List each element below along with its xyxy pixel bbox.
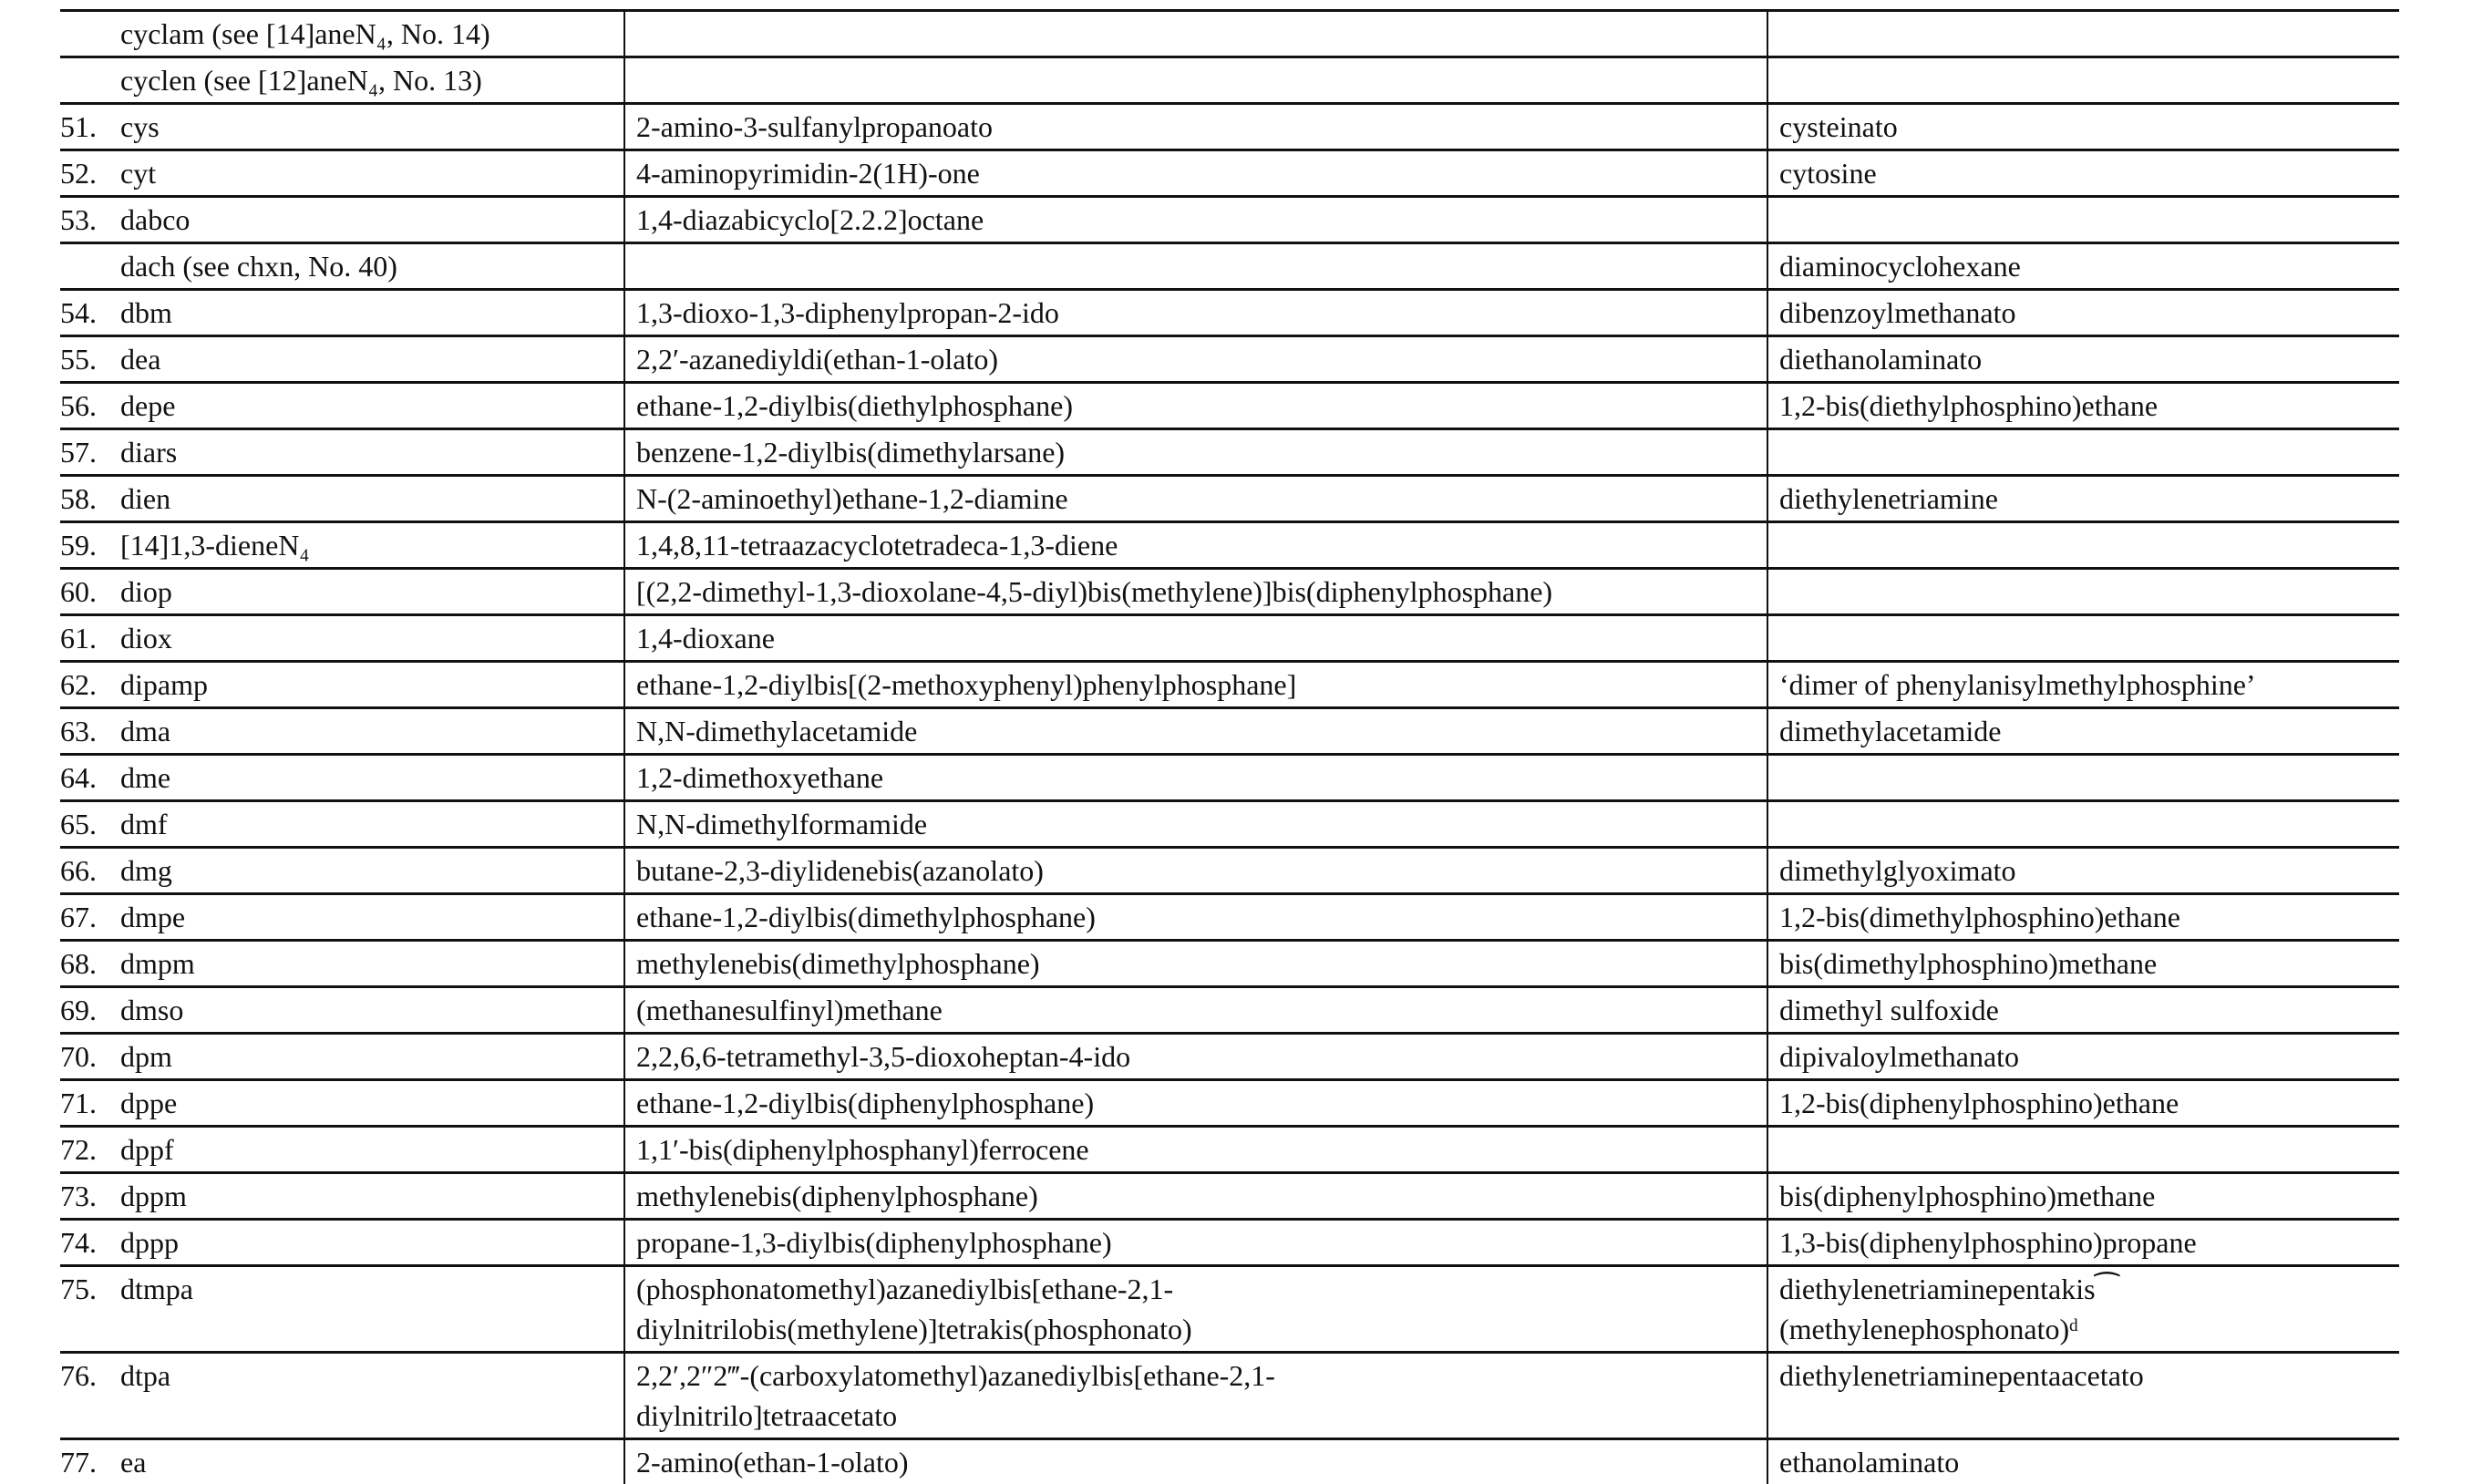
entry-number: 72. bbox=[60, 1129, 120, 1170]
traditional-name-cell bbox=[1767, 848, 2399, 894]
traditional-name-cell bbox=[1767, 57, 2399, 104]
systematic-name: benzene-1,2-diylbis(dimethylarsane) bbox=[636, 432, 1767, 472]
table-row bbox=[60, 150, 2399, 197]
systematic-name: 2,2′-azanediyldi(ethan-1-olato) bbox=[636, 339, 1767, 379]
abbreviation: dppm bbox=[120, 1180, 187, 1212]
abbreviation-cell bbox=[60, 1127, 624, 1173]
abbreviation-cell bbox=[60, 150, 624, 197]
traditional-name-cell bbox=[1767, 1353, 2399, 1439]
traditional-name: ‘dimer of phenylanisylmethylphosphine’ bbox=[1779, 665, 2399, 705]
abbreviation-cell bbox=[60, 290, 624, 336]
systematic-name: ethane-1,2-diylbis(dimethylphosphane) bbox=[636, 897, 1767, 937]
systematic-name-cell bbox=[624, 1266, 1767, 1353]
systematic-name: N,N-dimethylacetamide bbox=[636, 711, 1767, 751]
abbreviation: [14]1,3-dieneN₄ bbox=[120, 529, 310, 562]
systematic-name: methylenebis(dimethylphosphane) bbox=[636, 943, 1767, 984]
abbreviation-cell bbox=[60, 569, 624, 615]
abbreviation-cell bbox=[60, 104, 624, 150]
table-row bbox=[60, 197, 2399, 243]
abbreviation: dea bbox=[120, 343, 160, 376]
table-row bbox=[60, 1127, 2399, 1173]
systematic-name: diylnitrilo]tetraacetato bbox=[636, 1396, 1767, 1436]
entry-number: 60. bbox=[60, 572, 120, 612]
ligand-abbreviations-table bbox=[60, 9, 2399, 1484]
table-row bbox=[60, 1266, 2399, 1353]
traditional-name-cell bbox=[1767, 429, 2399, 476]
systematic-name-cell bbox=[624, 1220, 1767, 1266]
systematic-name-cell bbox=[624, 1127, 1767, 1173]
abbreviation-cell bbox=[60, 1439, 624, 1484]
traditional-name-cell bbox=[1767, 1080, 2399, 1127]
abbreviation: dmpe bbox=[120, 901, 185, 933]
table-row bbox=[60, 57, 2399, 104]
table-row bbox=[60, 987, 2399, 1034]
entry-number: 64. bbox=[60, 757, 120, 798]
entry-number: 58. bbox=[60, 479, 120, 519]
systematic-name: 2-amino(ethan-1-olato) bbox=[636, 1442, 1767, 1482]
entry-number: 54. bbox=[60, 293, 120, 333]
systematic-name: 4-aminopyrimidin-2(1H)-one bbox=[636, 153, 1767, 193]
systematic-name-cell bbox=[624, 755, 1767, 801]
systematic-name: butane-2,3-diylidenebis(azanolato) bbox=[636, 850, 1767, 891]
abbreviation-cell bbox=[60, 894, 624, 941]
systematic-name-cell bbox=[624, 429, 1767, 476]
abbreviation: depe bbox=[120, 389, 175, 422]
abbreviation-cell bbox=[60, 1353, 624, 1439]
traditional-name: diethanolaminato bbox=[1779, 339, 2399, 379]
systematic-name-cell bbox=[624, 476, 1767, 522]
abbreviation-cell bbox=[60, 11, 624, 57]
table-row bbox=[60, 708, 2399, 755]
abbreviation: diox bbox=[120, 622, 172, 654]
traditional-name-cell bbox=[1767, 1220, 2399, 1266]
table-body bbox=[60, 11, 2399, 1484]
traditional-name-cell bbox=[1767, 11, 2399, 57]
traditional-name-cell bbox=[1767, 1173, 2399, 1220]
systematic-name-cell bbox=[624, 1353, 1767, 1439]
entry-number: 70. bbox=[60, 1036, 120, 1077]
abbreviation-cell bbox=[60, 987, 624, 1034]
systematic-name: ethane-1,2-diylbis(diethylphosphane) bbox=[636, 386, 1767, 426]
abbreviation: dmso bbox=[120, 994, 183, 1026]
traditional-name: diaminocyclohexane bbox=[1779, 246, 2399, 286]
abbreviation-cell bbox=[60, 755, 624, 801]
systematic-name-cell bbox=[624, 662, 1767, 708]
systematic-name-cell bbox=[624, 104, 1767, 150]
abbreviation: dme bbox=[120, 761, 170, 794]
systematic-name-cell bbox=[624, 1080, 1767, 1127]
systematic-name: (phosphonatomethyl)azanediylbis[ethane-2,1- bbox=[636, 1269, 1767, 1309]
traditional-name-cell bbox=[1767, 987, 2399, 1034]
abbreviation: dpm bbox=[120, 1040, 172, 1073]
traditional-name-cell bbox=[1767, 708, 2399, 755]
abbreviation: dtpa bbox=[120, 1359, 170, 1392]
abbreviation: cyclam (see [14]aneN₄, No. 14) bbox=[120, 17, 490, 50]
systematic-name: 1,2-dimethoxyethane bbox=[636, 757, 1767, 798]
table-row bbox=[60, 848, 2399, 894]
traditional-name: dimethylglyoximato bbox=[1779, 850, 2399, 891]
entry-number: 57. bbox=[60, 432, 120, 472]
abbreviation-cell bbox=[60, 1080, 624, 1127]
abbreviation-cell bbox=[60, 1220, 624, 1266]
traditional-name-cell bbox=[1767, 894, 2399, 941]
systematic-name-cell bbox=[624, 11, 1767, 57]
table-row bbox=[60, 1080, 2399, 1127]
abbreviation-cell bbox=[60, 336, 624, 383]
systematic-name-cell bbox=[624, 894, 1767, 941]
abbreviation: dppe bbox=[120, 1087, 177, 1119]
entry-number: 75. bbox=[60, 1269, 120, 1309]
systematic-name-cell bbox=[624, 383, 1767, 429]
traditional-name-cell bbox=[1767, 150, 2399, 197]
systematic-name-cell bbox=[624, 290, 1767, 336]
systematic-name: (methanesulfinyl)methane bbox=[636, 990, 1767, 1030]
traditional-name: dimethylacetamide bbox=[1779, 711, 2399, 751]
systematic-name: 2-amino-3-sulfanylpropanoato bbox=[636, 107, 1767, 147]
systematic-name-cell bbox=[624, 801, 1767, 848]
table-row bbox=[60, 104, 2399, 150]
entry-number: 67. bbox=[60, 897, 120, 937]
traditional-name: (methylenephosphonato)ᵈ bbox=[1779, 1309, 2399, 1349]
traditional-name-cell bbox=[1767, 569, 2399, 615]
abbreviation: dabco bbox=[120, 203, 190, 236]
abbreviation: dppf bbox=[120, 1133, 174, 1166]
traditional-name-cell bbox=[1767, 104, 2399, 150]
traditional-name: dibenzoylmethanato bbox=[1779, 293, 2399, 333]
traditional-name: 1,2-bis(diethylphosphino)ethane bbox=[1779, 386, 2399, 426]
systematic-name: diylnitrilobis(methylene)]tetrakis(phosphonato) bbox=[636, 1309, 1767, 1349]
table-row bbox=[60, 243, 2399, 290]
table-row bbox=[60, 662, 2399, 708]
abbreviation-cell bbox=[60, 57, 624, 104]
abbreviation: cyclen (see [12]aneN₄, No. 13) bbox=[120, 64, 482, 97]
traditional-name: bis(diphenylphosphino)methane bbox=[1779, 1176, 2399, 1216]
traditional-name-cell bbox=[1767, 1439, 2399, 1484]
entry-number: 52. bbox=[60, 153, 120, 193]
table-row bbox=[60, 429, 2399, 476]
systematic-name: ethane-1,2-diylbis(diphenylphosphane) bbox=[636, 1083, 1767, 1123]
systematic-name-cell bbox=[624, 941, 1767, 987]
systematic-name-cell bbox=[624, 150, 1767, 197]
traditional-name-cell bbox=[1767, 197, 2399, 243]
abbreviation: cys bbox=[120, 110, 160, 143]
systematic-name: 2,2′,2″2‴-(carboxylatomethyl)azanediylbis[ethane-2,1- bbox=[636, 1355, 1767, 1396]
traditional-name-cell bbox=[1767, 941, 2399, 987]
traditional-name: bis(dimethylphosphino)methane bbox=[1779, 943, 2399, 984]
systematic-name-cell bbox=[624, 197, 1767, 243]
entry-number: 69. bbox=[60, 990, 120, 1030]
entry-number: 51. bbox=[60, 107, 120, 147]
traditional-name-cell bbox=[1767, 615, 2399, 662]
abbreviation: dach (see chxn, No. 40) bbox=[120, 250, 397, 283]
abbreviation: diars bbox=[120, 436, 177, 469]
traditional-name: diethylenetriaminepentakis⁀ bbox=[1779, 1269, 2399, 1309]
traditional-name-cell bbox=[1767, 662, 2399, 708]
systematic-name-cell bbox=[624, 57, 1767, 104]
abbreviation-cell bbox=[60, 941, 624, 987]
traditional-name: 1,2-bis(dimethylphosphino)ethane bbox=[1779, 897, 2399, 937]
abbreviation-cell bbox=[60, 801, 624, 848]
traditional-name-cell bbox=[1767, 1127, 2399, 1173]
abbreviation-cell bbox=[60, 522, 624, 569]
abbreviation: dien bbox=[120, 482, 170, 515]
table-row bbox=[60, 894, 2399, 941]
entry-number: 59. bbox=[60, 525, 120, 565]
traditional-name: 1,3-bis(diphenylphosphino)propane bbox=[1779, 1222, 2399, 1262]
traditional-name: 1,2-bis(diphenylphosphino)ethane bbox=[1779, 1083, 2399, 1123]
table-row bbox=[60, 290, 2399, 336]
traditional-name-cell bbox=[1767, 522, 2399, 569]
systematic-name-cell bbox=[624, 1439, 1767, 1484]
entry-number: 53. bbox=[60, 200, 120, 240]
traditional-name-cell bbox=[1767, 476, 2399, 522]
abbreviation: dmf bbox=[120, 808, 168, 840]
systematic-name: 1,1′-bis(diphenylphosphanyl)ferrocene bbox=[636, 1129, 1767, 1170]
abbreviation: dmpm bbox=[120, 947, 195, 980]
abbreviation: dppp bbox=[120, 1226, 179, 1259]
abbreviation-cell bbox=[60, 1034, 624, 1080]
table-row bbox=[60, 755, 2399, 801]
entry-number: 76. bbox=[60, 1355, 120, 1396]
traditional-name: ethanolaminato bbox=[1779, 1442, 2399, 1482]
table-row bbox=[60, 801, 2399, 848]
table-row bbox=[60, 383, 2399, 429]
systematic-name-cell bbox=[624, 1173, 1767, 1220]
systematic-name: [(2,2-dimethyl-1,3-dioxolane-4,5-diyl)bis(methylene)]bis(diphenylphosphane) bbox=[636, 572, 1767, 612]
entry-number: 66. bbox=[60, 850, 120, 891]
traditional-name: diethylenetriamine bbox=[1779, 479, 2399, 519]
abbreviation-cell bbox=[60, 429, 624, 476]
traditional-name: dimethyl sulfoxide bbox=[1779, 990, 2399, 1030]
systematic-name-cell bbox=[624, 848, 1767, 894]
traditional-name-cell bbox=[1767, 1266, 2399, 1353]
table-row bbox=[60, 522, 2399, 569]
table-row bbox=[60, 1220, 2399, 1266]
table-row bbox=[60, 615, 2399, 662]
table-row bbox=[60, 11, 2399, 57]
entry-number: 56. bbox=[60, 386, 120, 426]
abbreviation: dbm bbox=[120, 296, 172, 329]
systematic-name-cell bbox=[624, 987, 1767, 1034]
traditional-name-cell bbox=[1767, 336, 2399, 383]
systematic-name-cell bbox=[624, 615, 1767, 662]
entry-number: 68. bbox=[60, 943, 120, 984]
table-row bbox=[60, 1034, 2399, 1080]
table-row bbox=[60, 1353, 2399, 1439]
table-row bbox=[60, 941, 2399, 987]
systematic-name: 1,4,8,11-tetraazacyclotetradeca-1,3-diene bbox=[636, 525, 1767, 565]
entry-number: 73. bbox=[60, 1176, 120, 1216]
abbreviation-cell bbox=[60, 197, 624, 243]
systematic-name: 1,3-dioxo-1,3-diphenylpropan-2-ido bbox=[636, 293, 1767, 333]
abbreviation-cell bbox=[60, 476, 624, 522]
systematic-name: 1,4-diazabicyclo[2.2.2]octane bbox=[636, 200, 1767, 240]
systematic-name-cell bbox=[624, 336, 1767, 383]
abbreviation: dipamp bbox=[120, 668, 208, 701]
abbreviation-cell bbox=[60, 1266, 624, 1353]
traditional-name-cell bbox=[1767, 1034, 2399, 1080]
entry-number: 65. bbox=[60, 804, 120, 844]
traditional-name-cell bbox=[1767, 290, 2399, 336]
entry-number: 77. bbox=[60, 1442, 120, 1482]
systematic-name: N-(2-aminoethyl)ethane-1,2-diamine bbox=[636, 479, 1767, 519]
abbreviation-cell bbox=[60, 708, 624, 755]
table-row bbox=[60, 1439, 2399, 1484]
abbreviation: cyt bbox=[120, 157, 156, 190]
traditional-name: diethylenetriaminepentaacetato bbox=[1779, 1355, 2399, 1396]
entry-number: 74. bbox=[60, 1222, 120, 1262]
abbreviation: diop bbox=[120, 575, 172, 608]
systematic-name: 1,4-dioxane bbox=[636, 618, 1767, 658]
table-row bbox=[60, 476, 2399, 522]
systematic-name: 2,2,6,6-tetramethyl-3,5-dioxoheptan-4-ido bbox=[636, 1036, 1767, 1077]
table-row bbox=[60, 569, 2399, 615]
abbreviation: dmg bbox=[120, 854, 172, 887]
abbreviation: ea bbox=[120, 1446, 146, 1479]
traditional-name-cell bbox=[1767, 755, 2399, 801]
systematic-name-cell bbox=[624, 243, 1767, 290]
systematic-name: ethane-1,2-diylbis[(2-methoxyphenyl)phenylphosphane] bbox=[636, 665, 1767, 705]
traditional-name-cell bbox=[1767, 243, 2399, 290]
systematic-name: N,N-dimethylformamide bbox=[636, 804, 1767, 844]
abbreviation-cell bbox=[60, 1173, 624, 1220]
table-row bbox=[60, 336, 2399, 383]
entry-number: 62. bbox=[60, 665, 120, 705]
abbreviation-cell bbox=[60, 383, 624, 429]
entry-number: 55. bbox=[60, 339, 120, 379]
systematic-name-cell bbox=[624, 708, 1767, 755]
systematic-name-cell bbox=[624, 569, 1767, 615]
entry-number: 61. bbox=[60, 618, 120, 658]
abbreviation-cell bbox=[60, 662, 624, 708]
systematic-name-cell bbox=[624, 1034, 1767, 1080]
abbreviation: dtmpa bbox=[120, 1273, 193, 1305]
systematic-name: methylenebis(diphenylphosphane) bbox=[636, 1176, 1767, 1216]
abbreviation-cell bbox=[60, 615, 624, 662]
systematic-name-cell bbox=[624, 522, 1767, 569]
systematic-name: propane-1,3-diylbis(diphenylphosphane) bbox=[636, 1222, 1767, 1262]
abbreviation-cell bbox=[60, 243, 624, 290]
traditional-name-cell bbox=[1767, 383, 2399, 429]
traditional-name-cell bbox=[1767, 801, 2399, 848]
traditional-name: dipivaloylmethanato bbox=[1779, 1036, 2399, 1077]
entry-number: 71. bbox=[60, 1083, 120, 1123]
abbreviation-cell bbox=[60, 848, 624, 894]
table-row bbox=[60, 1173, 2399, 1220]
traditional-name: cysteinato bbox=[1779, 107, 2399, 147]
entry-number: 63. bbox=[60, 711, 120, 751]
abbreviation: dma bbox=[120, 715, 170, 747]
traditional-name: cytosine bbox=[1779, 153, 2399, 193]
